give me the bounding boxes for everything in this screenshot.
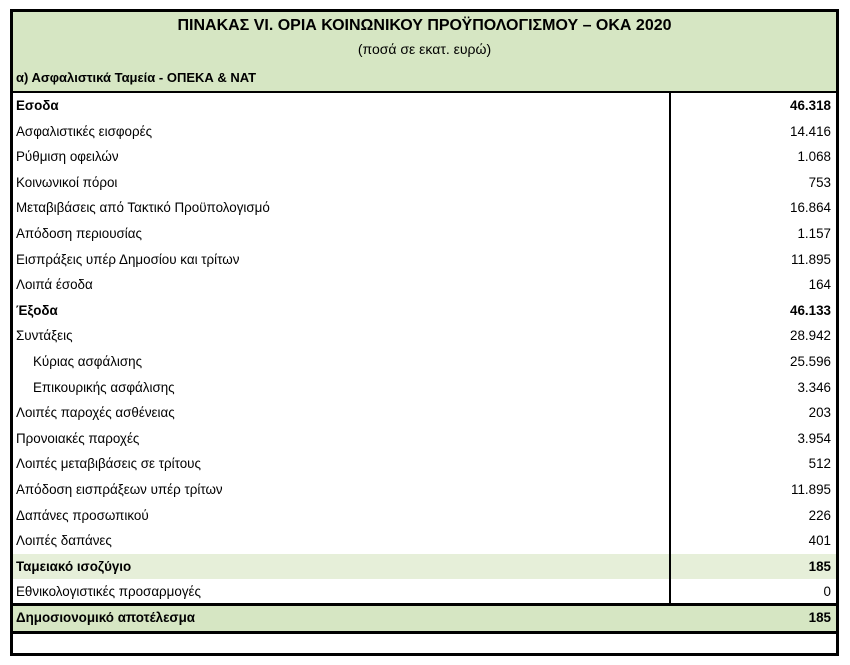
section-header [13, 65, 836, 93]
row-label: Κύριας ασφάλισης [33, 353, 143, 369]
row-value: 11.895 [791, 481, 831, 497]
row-label: Επικουρικής ασφάλισης [33, 379, 175, 395]
row-value: 3.346 [797, 379, 831, 395]
row-value: 226 [808, 507, 831, 523]
table-row [13, 400, 836, 426]
table-title: ΠΙΝΑΚΑΣ VI. ΟΡΙΑ ΚΟΙΝΩΝΙΚΟΥ ΠΡΟΫΠΟΛΟΓΙΣΜΟΥ – ΟΚΑ 2020 [177, 17, 672, 34]
row-value: 1.157 [797, 225, 831, 241]
table-row [13, 375, 836, 401]
total-value: 185 [808, 610, 831, 625]
section-label: α) Ασφαλιστικά Ταμεία - ΟΠΕΚΑ & ΝΑΤ [16, 70, 257, 85]
table-row [13, 579, 836, 605]
table-row [13, 554, 836, 580]
row-label: Λοιπές παροχές ασθένειας [16, 405, 175, 421]
table-row [13, 323, 836, 349]
row-value: 46.318 [790, 98, 831, 113]
row-label: Ταμειακό ισοζύγιο [16, 558, 132, 574]
row-value: 16.864 [790, 200, 831, 216]
row-value: 185 [808, 558, 831, 574]
table-row [13, 451, 836, 477]
row-label: Κοινωνικοί πόροι [16, 174, 118, 190]
row-label: Εθνικολογιστικές προσαρμογές [16, 584, 201, 600]
table-row [13, 528, 836, 554]
table-row [13, 349, 836, 375]
table-row [13, 170, 836, 196]
row-value: 28.942 [790, 328, 831, 344]
total-label: Δημοσιονομικό αποτέλεσμα [16, 610, 196, 625]
table-body [13, 93, 836, 605]
table-row [13, 298, 836, 324]
row-label: Εσοδα [16, 98, 59, 113]
row-label: Απόδοση περιουσίας [16, 225, 142, 241]
row-label: Έξοδα [16, 302, 58, 318]
row-label: Δαπάνες προσωπικού [16, 507, 149, 523]
row-label: Λοιπά έσοδα [16, 277, 93, 293]
table-row [13, 503, 836, 529]
row-value: 3.954 [797, 430, 831, 446]
row-label: Ρύθμιση οφειλών [16, 149, 119, 165]
row-value: 46.133 [790, 302, 831, 318]
table-row [13, 144, 836, 170]
row-value: 1.068 [797, 149, 831, 165]
row-value: 401 [808, 533, 831, 549]
table-row [13, 93, 836, 119]
table-row [13, 195, 836, 221]
row-value: 0 [823, 584, 831, 600]
table-row [13, 247, 836, 273]
row-value: 203 [808, 405, 831, 421]
row-label: Απόδοση εισπράξεων υπέρ τρίτων [16, 481, 223, 497]
row-value: 14.416 [790, 123, 831, 139]
budget-table [10, 9, 839, 656]
row-value: 164 [808, 277, 831, 293]
table-row [13, 477, 836, 503]
row-value: 25.596 [790, 353, 831, 369]
row-label: Μεταβιβάσεις από Τακτικό Προϋπολογισμό [16, 200, 270, 216]
row-label: Συντάξεις [16, 328, 73, 344]
total-row [13, 603, 836, 634]
row-label: Ασφαλιστικές εισφορές [16, 123, 153, 139]
row-value: 11.895 [791, 251, 831, 267]
row-label: Προνοιακές παροχές [16, 430, 140, 446]
table-subtitle: (ποσά σε εκατ. ευρώ) [357, 41, 492, 57]
table-row [13, 426, 836, 452]
table-row [13, 119, 836, 145]
table-row [13, 272, 836, 298]
row-value: 753 [808, 174, 831, 190]
row-value: 512 [808, 456, 831, 472]
table-header [13, 12, 836, 67]
column-divider [669, 93, 671, 603]
row-label: Λοιπές δαπάνες [16, 533, 112, 549]
row-label: Εισπράξεις υπέρ Δημοσίου και τρίτων [16, 251, 240, 267]
row-label: Λοιπές μεταβιβάσεις σε τρίτους [16, 456, 201, 472]
table-row [13, 221, 836, 247]
